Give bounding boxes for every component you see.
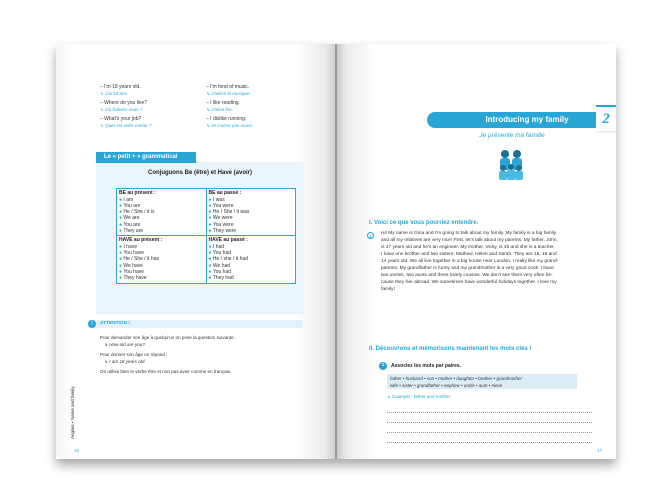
have-past-cell: HAVE au passé : ● I had ● You had ● He / she / it had ● We had ● You had ● They had: [206, 236, 296, 283]
grammar-tab: Le « petit + » grammatical: [96, 152, 196, 163]
left-page: [56, 44, 335, 459]
page-number-right: 17: [597, 448, 603, 453]
phrase-3: – What's your job? ↳ Quel est votre métier ?: [100, 116, 152, 128]
grammar-title: Conjuguons Be (être) et Have (avoir): [147, 170, 252, 176]
phrase-1: – I'm 18 years old. ↳ J'ai 18 ans.: [100, 84, 141, 96]
family-paragraph: Hi! My name is Gina and I'm going to talk about my family. My family is a big family and all my relatives are very nice! First, let's talk about my parents. My father, John, is 47 years old and he's an engineer. My mother, Vicky, is 45 and she is a teacher. I have one brother and two sisters: Mathew, Helen and Sarah. They are 18, 16 and 14 years old. We all live together in a big house near London. I really like my grand- parents. My grandfather is funny and my grandmother is a very good cook. I have two uncles, two aunts and three lovely cousins. We don't see them very often be- cause they live abroad. We sometimes have wonderful holidays together. I love my family!: [381, 231, 559, 292]
lesson-subtitle: Je présente ma famille: [479, 132, 545, 139]
section-2-heading: II. Découvrons et mémorisons maintenant les mots clés !: [369, 346, 532, 352]
answer-line[interactable]: [387, 432, 592, 433]
lesson-title: Introducing my family: [427, 112, 616, 128]
lesson-number: 2: [596, 105, 616, 131]
section-1-heading: I. Voici ce que vous pourriez entendre.: [369, 220, 479, 226]
attention-icon: !: [88, 320, 96, 328]
phrase-5: – I like reading. ↳ J'aime lire.: [206, 100, 240, 112]
audio-track-icon[interactable]: 2: [367, 232, 374, 239]
answer-line[interactable]: [387, 412, 592, 413]
have-present-cell: HAVE au présent : ● I have ● You have ● He / She / it has ● We have ● You have ● They have: [117, 236, 207, 283]
phrase-2: – Where do you live? ↳ Où habites-vous ?: [100, 100, 147, 112]
exercise-number: 1: [379, 362, 387, 370]
answer-line[interactable]: [387, 442, 592, 443]
conjugation-table: [116, 188, 296, 284]
example-line: ↳ Example : father and mother: [387, 394, 451, 399]
answer-line[interactable]: [387, 422, 592, 423]
side-label: Anglais • Name and family: [70, 386, 75, 439]
phrase-4: – I'm fond of music. ↳ J'adore la musique.: [206, 84, 251, 96]
word-list: father • husband • son • mother • daughter • brother • grandmother wife • sister • grandfather • nephew • uncle • aunt • niece: [387, 374, 577, 389]
right-page: [337, 44, 616, 459]
attention-text: Pour demander son âge à quelqu'un on pose la question suivante : ↳ How old are you? Pour donner son âge on répond : ↳ I am 18 years old. On utilise bien le verbe être et non pas avoir comme en français.: [100, 335, 237, 374]
phrase-6: – I dislike running. ↳ Je n'aime pas courir.: [206, 116, 254, 128]
page-number-left: 16: [74, 448, 80, 453]
exercise-instruction: Associez les mots par paires.: [391, 363, 462, 369]
be-present-cell: BE au présent : ● I am ● You are ● He / She / it is ● We are ● You are ● They are: [117, 189, 207, 236]
family-illustration-icon: [495, 148, 527, 182]
attention-label: ATTENTION !: [100, 321, 131, 326]
open-book: [56, 44, 616, 459]
be-past-cell: BE au passé : ● I was ● You were ● He / She / it was ● We were ● You were ● They were: [206, 189, 296, 236]
